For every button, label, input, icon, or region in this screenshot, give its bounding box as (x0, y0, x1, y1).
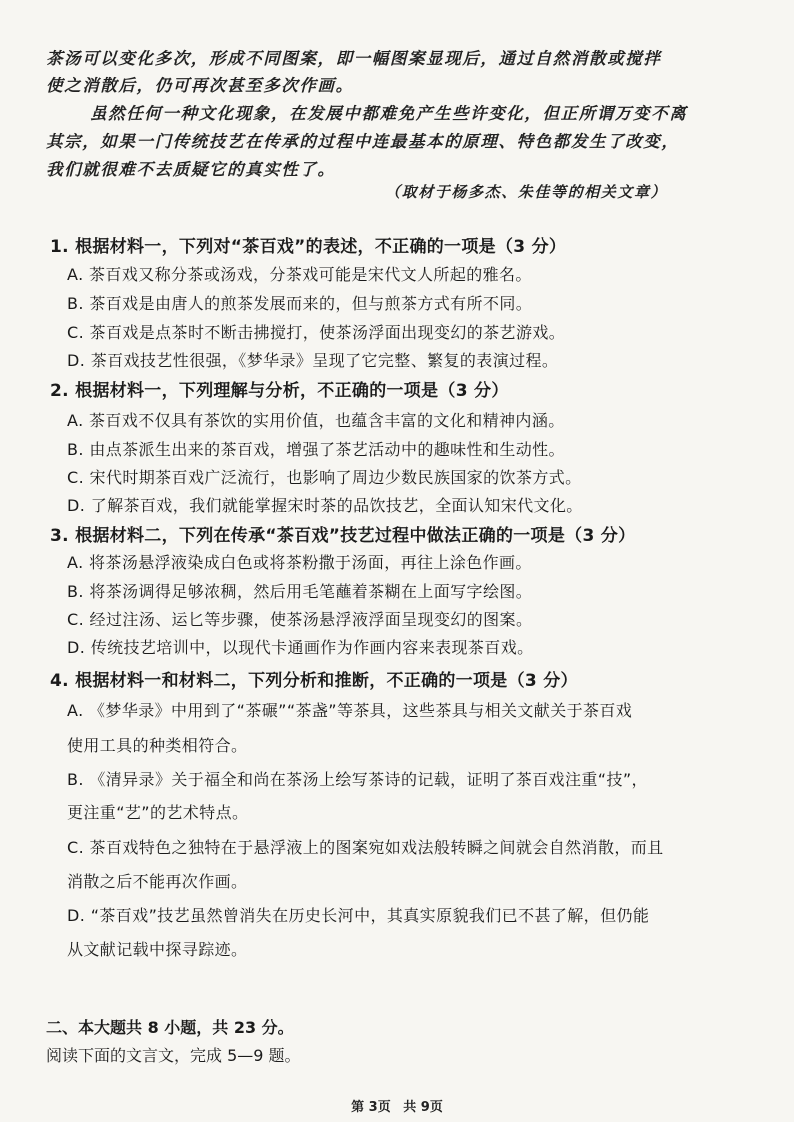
question-1-option-b: B. 茶百戏是由唐人的煎茶发展而来的，但与煎茶方式有所不同。 (67, 294, 533, 313)
page-number: 第 3页 (351, 1100, 391, 1115)
question-4-stem: 4. 根据材料一和材料二，下列分析和推断，不正确的一项是（3 分） (50, 671, 578, 691)
page-footer (0, 1096, 794, 1115)
question-4-option-a: A. 《梦华录》中用到了“茶碾”“茶盏”等茶具，这些茶具与相关文献关于茶百戏 (67, 701, 633, 720)
passage-line-3: 虽然任何一种文化现象，在发展中都难免产生些许变化，但正所谓万变不离 (90, 104, 688, 123)
question-1-stem: 1. 根据材料一，下列对“茶百戏”的表述，不正确的一项是（3 分） (50, 237, 567, 257)
question-3-option-c: C. 经过注汤、运匕等步骤，使茶汤悬浮液浮面呈现变幻的图案。 (67, 610, 533, 629)
question-2-option-c: C. 宋代时期茶百戏广泛流行，也影响了周边少数民族国家的饮茶方式。 (67, 468, 582, 487)
section-2-heading: 二、本大题共 8 小题，共 23 分。 (46, 1018, 294, 1037)
question-4-option-c-cont: 消散之后不能再次作画。 (67, 872, 248, 891)
passage-source: （取材于杨多杰、朱佳等的相关文章） (385, 183, 668, 201)
question-4-option-a-cont: 使用工具的种类相符合。 (67, 736, 248, 755)
page-total: 共 9页 (403, 1100, 443, 1115)
passage-line-5: 我们就很难不去质疑它的真实性了。 (46, 160, 336, 179)
question-4-option-b: B. 《清异录》关于福全和尚在茶汤上绘写茶诗的记载，证明了茶百戏注重“技”， (67, 770, 648, 789)
passage-line-1: 茶汤可以变化多次，形成不同图案，即一幅图案显现后，通过自然消散或搅拌 (46, 49, 662, 68)
question-4-option-b-cont: 更注重“艺”的艺术特点。 (67, 803, 249, 822)
question-2-option-d: D. 了解茶百戏，我们就能掌握宋时茶的品饮技艺，全面认知宋代文化。 (67, 496, 583, 515)
question-3-option-b: B. 将茶汤调得足够浓稠，然后用毛笔蘸着茶糊在上面写字绘图。 (67, 582, 533, 601)
question-3-option-a: A. 将茶汤悬浮液染成白色或将茶粉撒于汤面，再往上涂色作画。 (67, 553, 532, 572)
question-2-option-a: A. 茶百戏不仅具有茶饮的实用价值，也蕴含丰富的文化和精神内涵。 (67, 411, 565, 430)
question-1-option-d: D. 茶百戏技艺性很强，《梦华录》呈现了它完整、繁复的表演过程。 (67, 351, 559, 370)
question-4-option-c: C. 茶百戏特色之独特在于悬浮液上的图案宛如戏法般转瞬之间就会自然消散，而且 (67, 838, 664, 857)
question-4-option-d: D. “茶百戏”技艺虽然曾消失在历史长河中，其真实原貌我们已不甚了解，但仍能 (67, 906, 650, 925)
question-1-option-a: A. 茶百戏又称分茶或汤戏，分茶戏可能是宋代文人所起的雅名。 (67, 265, 532, 284)
passage-line-2: 使之消散后，仍可再次甚至多次作画。 (46, 76, 354, 95)
question-3-option-d: D. 传统技艺培训中，以现代卡通画作为作画内容来表现茶百戏。 (67, 638, 534, 657)
question-2-option-b: B. 由点茶派生出来的茶百戏，增强了茶艺活动中的趣味性和生动性。 (67, 440, 565, 459)
question-4-option-d-cont: 从文献记载中探寻踪迹。 (67, 940, 248, 959)
question-1-option-c: C. 茶百戏是点茶时不断击拂搅打，使茶汤浮面出现变幻的茶艺游戏。 (67, 323, 566, 342)
passage-line-4: 其宗，如果一门传统技艺在传承的过程中连最基本的原理、特色都发生了改变， (46, 132, 680, 151)
question-3-stem: 3. 根据材料二，下列在传承“茶百戏”技艺过程中做法正确的一项是（3 分） (50, 526, 636, 546)
question-2-stem: 2. 根据材料一，下列理解与分析，不正确的一项是（3 分） (50, 381, 509, 401)
section-2-instruction: 阅读下面的文言文，完成 5—9 题。 (46, 1046, 301, 1065)
